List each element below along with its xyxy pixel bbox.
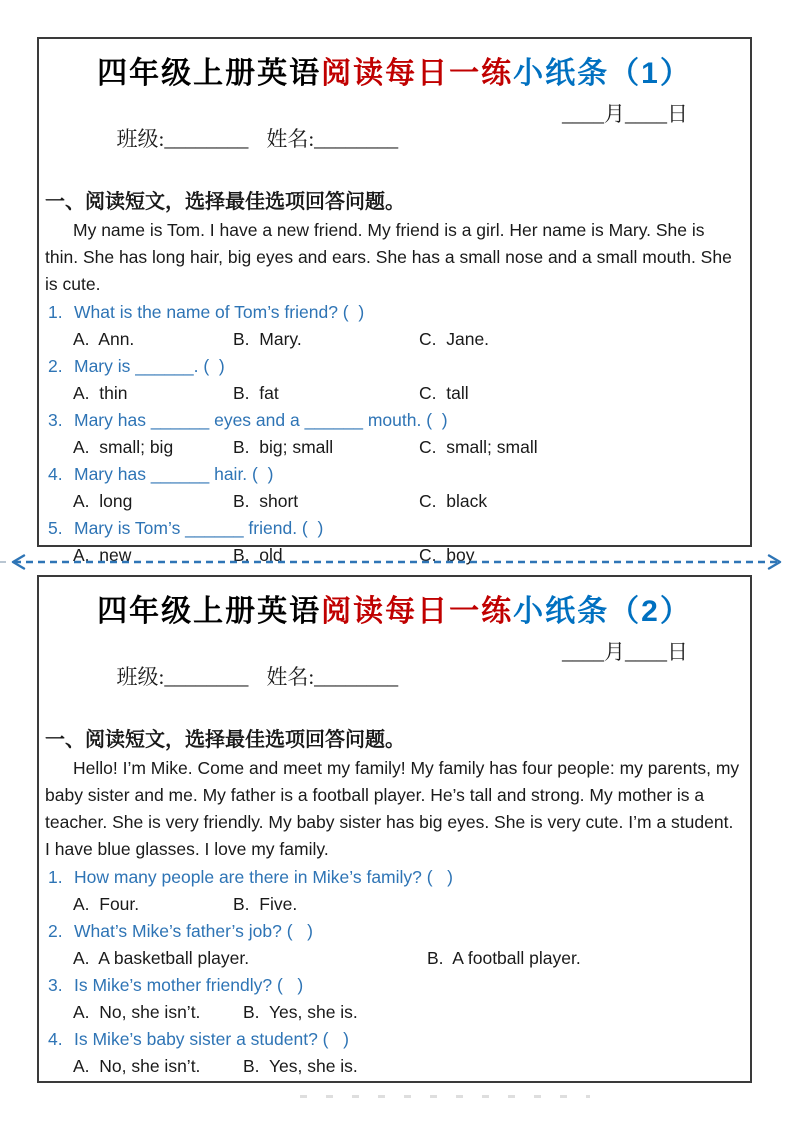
question-line — [39, 918, 750, 945]
question-number: 3. — [48, 975, 63, 995]
options-row — [39, 891, 750, 918]
option-a: A. No, she isn’t. — [73, 1002, 201, 1022]
student-info-row — [85, 98, 688, 178]
question-number: 3. — [48, 410, 63, 430]
options-row — [39, 1053, 750, 1080]
question-text: Is Mike’s baby sister a student? ( ) — [74, 1029, 349, 1049]
options-row — [39, 945, 750, 972]
class-field: 班级:________ — [116, 127, 249, 151]
option-c: C. small; small — [419, 437, 538, 457]
question-line — [39, 461, 750, 488]
options-row — [39, 326, 750, 353]
question-text: What’s Mike’s father’s job? ( ) — [74, 921, 313, 941]
question-line — [39, 972, 750, 999]
option-c: C. boy — [419, 545, 475, 565]
name-field: 姓名:________ — [266, 665, 399, 689]
option-b: B. old — [233, 545, 283, 565]
question-text: Mary has ______ eyes and a ______ mouth. ( ) — [74, 410, 448, 430]
question-number: 4. — [48, 1029, 63, 1049]
title-grade-part: 四年级上册英语 — [97, 57, 322, 90]
option-b: B. big; small — [233, 437, 334, 457]
title-practice-part: 阅读每日一练 — [321, 57, 514, 90]
worksheet-slip-2 — [37, 575, 752, 1083]
question-3 — [39, 972, 750, 1026]
title-practice-part: 阅读每日一练 — [321, 595, 514, 628]
question-line — [39, 407, 750, 434]
section-heading: 一、阅读短文，选择最佳选项回答问题。 — [45, 729, 405, 751]
option-b: B. short — [233, 491, 299, 511]
question-number: 5. — [48, 518, 63, 538]
question-1 — [39, 299, 750, 353]
date-field: ____月____日 — [562, 102, 688, 126]
option-b: B. Yes, she is. — [243, 1056, 358, 1076]
question-line — [39, 353, 750, 380]
question-4 — [39, 1026, 750, 1080]
option-a: A. thin — [73, 383, 128, 403]
question-3 — [39, 407, 750, 461]
question-text: Mary has ______ hair. ( ) — [74, 464, 274, 484]
question-number: 1. — [48, 867, 63, 887]
question-text: Mary is Tom’s ______ friend. ( ) — [74, 518, 324, 538]
reading-passage: Hello! I’m Mike. Come and meet my family! My family has four people: my parents, my baby sister and me. My father is a football player. He’s tall and strong. My mother is a teacher. She is very friendly. My baby sister has big eyes. She is very cute. I’m a student. I have blue glasses. I love my family. — [45, 758, 740, 859]
question-number: 2. — [48, 356, 63, 376]
option-c: C. black — [419, 491, 488, 511]
question-line — [39, 299, 750, 326]
class-name-fields — [85, 636, 416, 716]
worksheet-slip-1 — [37, 37, 752, 565]
options-row — [39, 488, 750, 515]
question-number: 1. — [48, 302, 63, 322]
option-a: A. new — [73, 545, 132, 565]
question-text: How many people are there in Mike’s family? ( ) — [74, 867, 453, 887]
question-line — [39, 864, 750, 891]
question-4 — [39, 461, 750, 515]
question-line — [39, 515, 750, 542]
option-a: A. Four. — [73, 894, 140, 914]
option-c: C. Jane. — [419, 329, 490, 349]
option-a: A. small; big — [73, 437, 174, 457]
question-text: Mary is ______. ( ) — [74, 356, 225, 376]
page-title — [39, 48, 750, 92]
options-row — [39, 380, 750, 407]
option-b: B. Yes, she is. — [243, 1002, 358, 1022]
option-c: C. tall — [419, 383, 469, 403]
options-row — [39, 999, 750, 1026]
question-2 — [39, 918, 750, 972]
section-heading: 一、阅读短文，选择最佳选项回答问题。 — [45, 191, 405, 213]
question-text: Is Mike’s mother friendly? ( ) — [74, 975, 304, 995]
question-1 — [39, 864, 750, 918]
cut-line-double-arrow-icon — [0, 554, 793, 570]
question-number: 4. — [48, 464, 63, 484]
title-slip-number-part: 小纸条（2） — [513, 595, 692, 628]
reading-passage: My name is Tom. I have a new friend. My friend is a girl. Her name is Mary. She is thin. She has long hair, big eyes and ears. She has a small nose and a small mouth. She is cute. — [45, 220, 732, 294]
option-b: B. A football player. — [427, 948, 581, 968]
option-b: B. fat — [233, 383, 279, 403]
option-b: B. Mary. — [233, 329, 302, 349]
option-a: A. Ann. — [73, 329, 135, 349]
title-grade-part: 四年级上册英语 — [97, 595, 322, 628]
page-title — [39, 586, 750, 630]
name-field: 姓名:________ — [266, 127, 399, 151]
question-2 — [39, 353, 750, 407]
question-number: 2. — [48, 921, 63, 941]
option-a: A. long — [73, 491, 133, 511]
question-line — [39, 1026, 750, 1053]
title-slip-number-part: 小纸条（1） — [513, 57, 692, 90]
option-a: A. No, she isn’t. — [73, 1056, 201, 1076]
faint-footer-watermark — [300, 1095, 590, 1098]
class-name-fields — [85, 98, 416, 178]
question-text: What is the name of Tom’s friend? ( ) — [74, 302, 365, 322]
options-row — [39, 434, 750, 461]
class-field: 班级:________ — [116, 665, 249, 689]
date-field: ____月____日 — [562, 640, 688, 664]
student-info-row — [85, 636, 688, 716]
option-b: B. Five. — [233, 894, 298, 914]
option-a: A. A basketball player. — [73, 948, 250, 968]
